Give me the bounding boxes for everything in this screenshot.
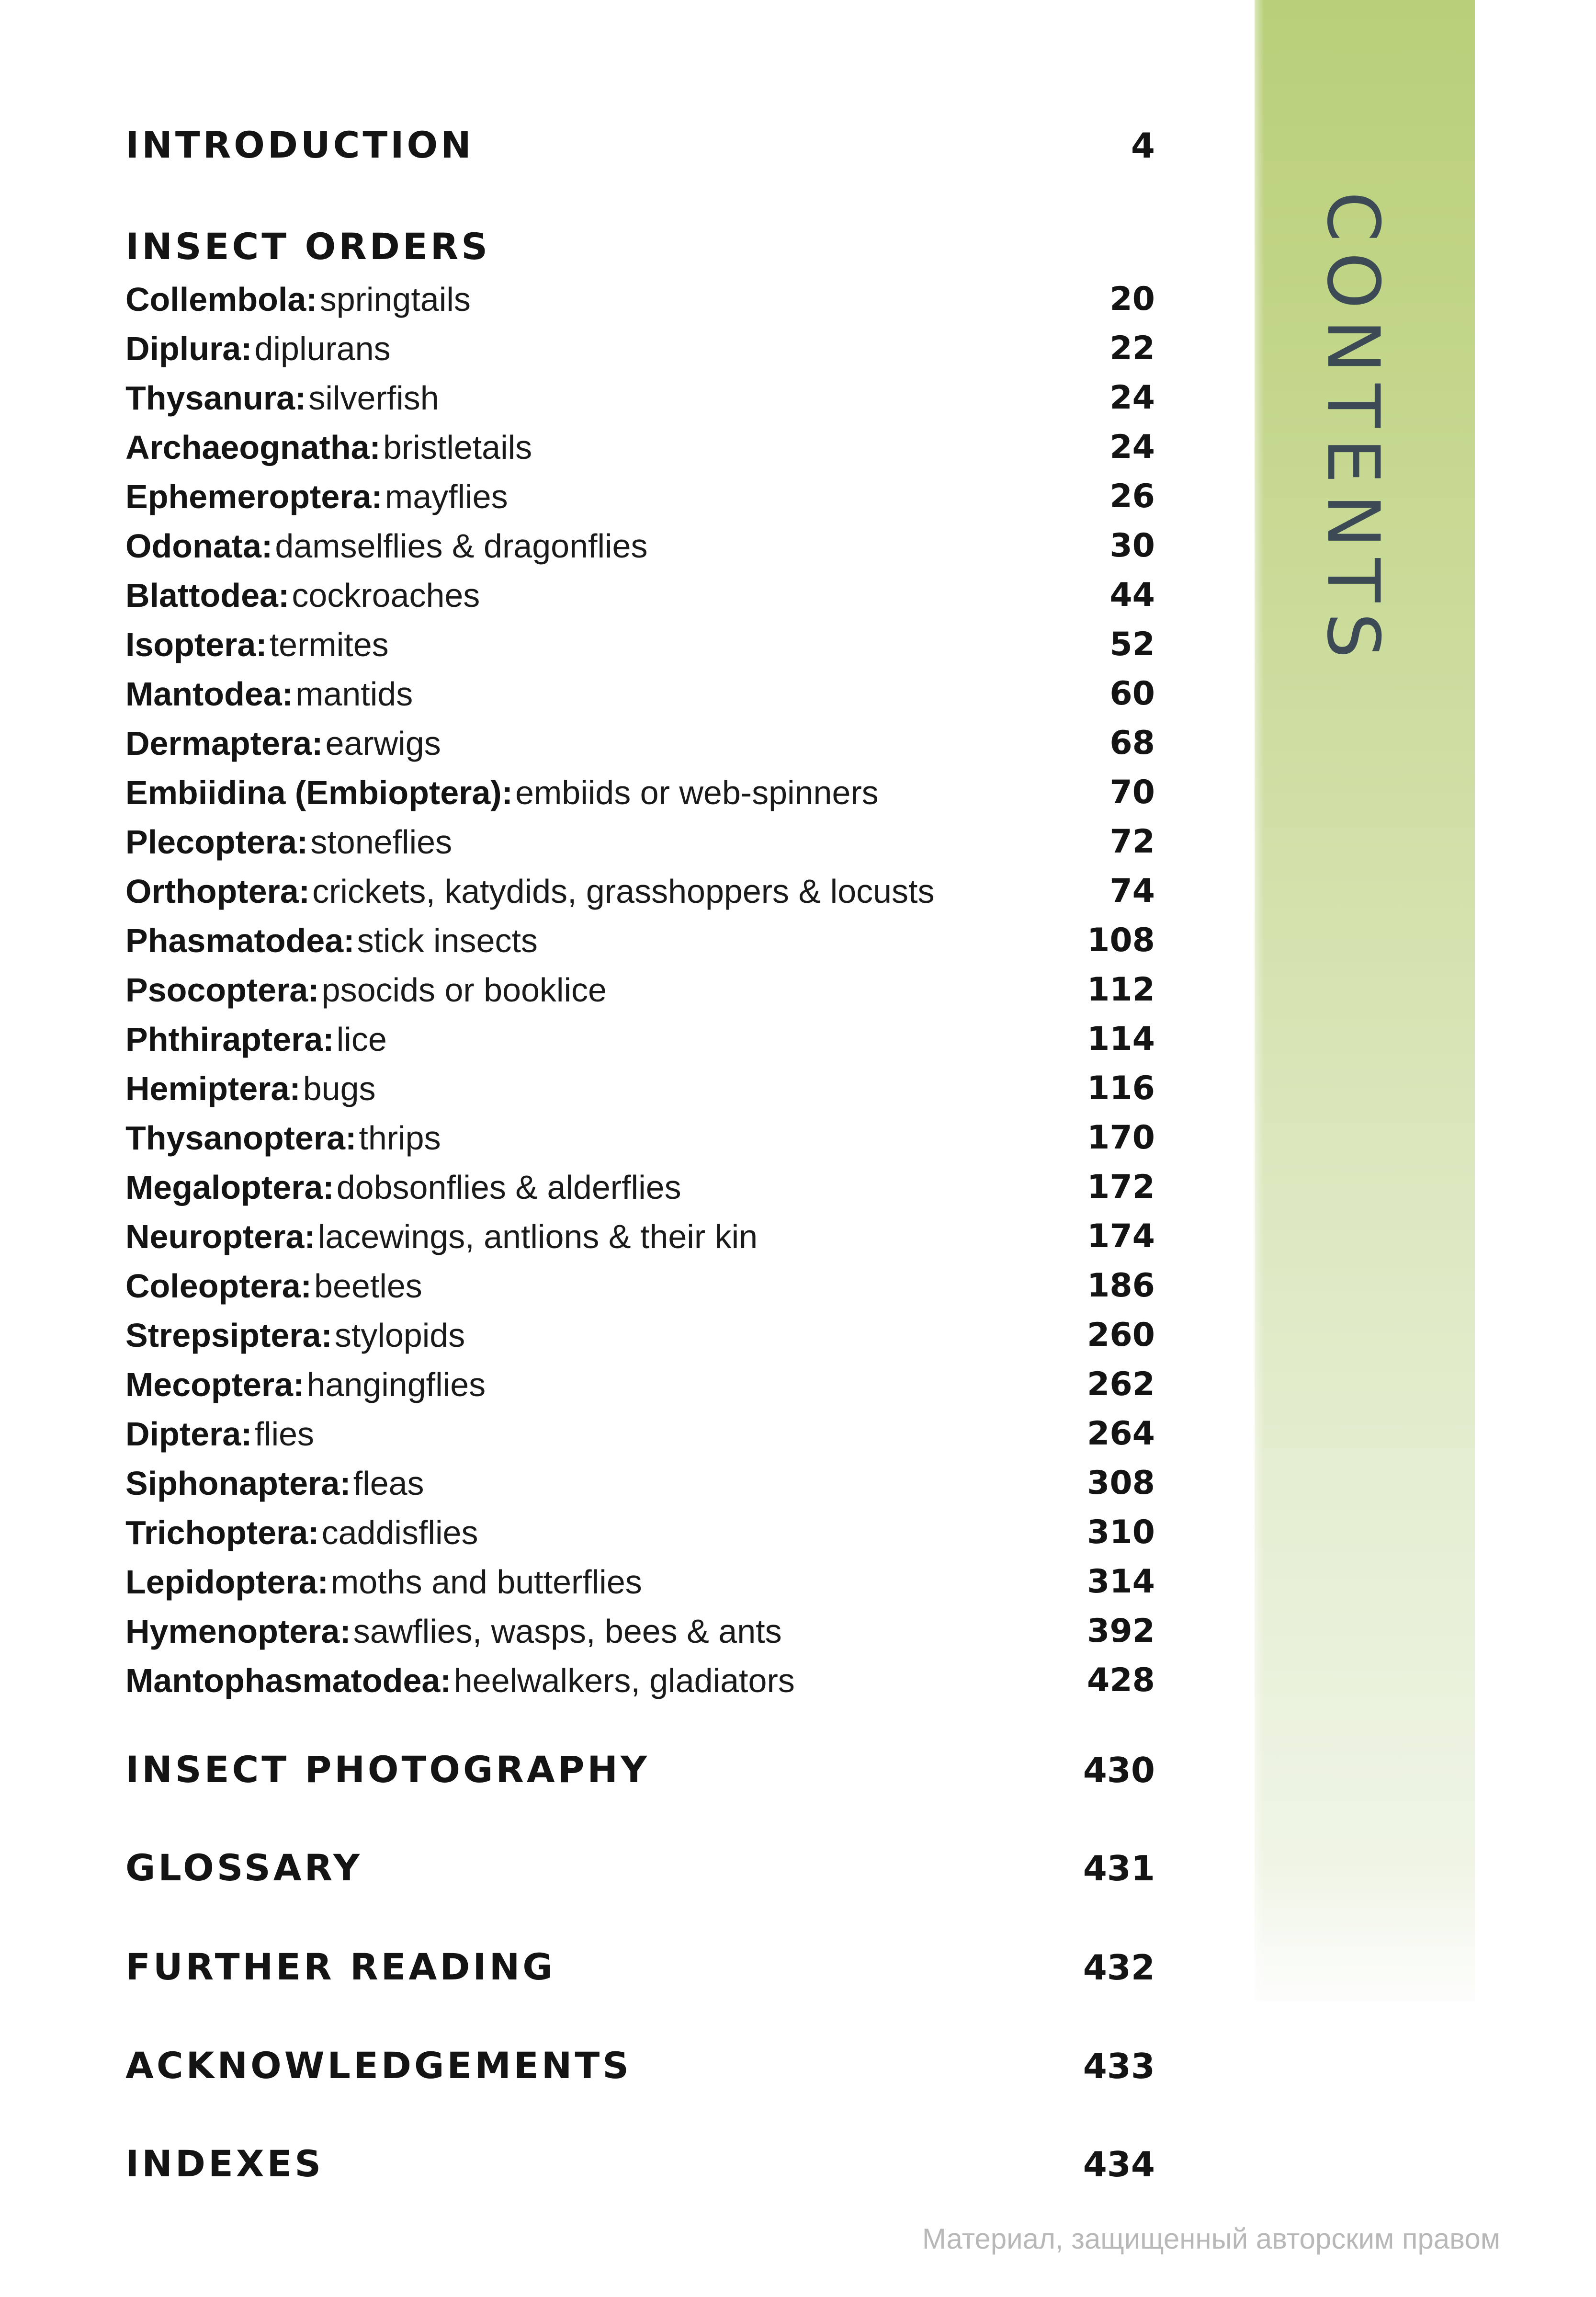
- copyright-watermark: Материал, защищенный авторским правом: [922, 2223, 1500, 2255]
- order-common-name: heelwalkers, gladiators: [453, 1662, 795, 1699]
- order-scientific-name: Psocoptera:: [125, 971, 319, 1009]
- order-page-number: 260: [1087, 1316, 1155, 1354]
- order-page-number: 72: [1109, 823, 1155, 861]
- order-page-number: 264: [1087, 1415, 1155, 1453]
- toc-order-row[interactable]: [125, 823, 1155, 872]
- order-scientific-name: Coleoptera:: [125, 1267, 312, 1305]
- order-scientific-name: Collembola:: [125, 281, 317, 318]
- order-scientific-name: Thysanoptera:: [125, 1119, 357, 1157]
- toc-heading-insect-photography[interactable]: INSECT PHOTOGRAPHY: [125, 1748, 650, 1791]
- order-page-number: 24: [1109, 428, 1155, 466]
- order-scientific-name: Odonata:: [125, 527, 273, 565]
- toc-order-row[interactable]: [125, 1217, 1155, 1267]
- order-page-number: 44: [1109, 576, 1155, 614]
- order-scientific-name: Neuroptera:: [125, 1218, 316, 1255]
- order-common-name: damselflies & dragonflies: [275, 527, 648, 565]
- toc-order-row[interactable]: [125, 1069, 1155, 1119]
- toc-page-insect-photography: 430: [1083, 1750, 1155, 1790]
- order-page-number: 70: [1109, 773, 1155, 811]
- toc-page-acknowledgements: 433: [1083, 2046, 1155, 2086]
- toc-order-row[interactable]: [125, 1316, 1155, 1365]
- order-scientific-name: Dermaptera:: [125, 725, 323, 762]
- toc-order-row[interactable]: [125, 675, 1155, 724]
- toc-order-row[interactable]: [125, 921, 1155, 971]
- order-common-name: diplurans: [254, 330, 391, 367]
- order-common-name: moths and butterflies: [331, 1563, 642, 1601]
- toc-order-row[interactable]: [125, 576, 1155, 625]
- order-page-number: 116: [1087, 1069, 1155, 1107]
- order-scientific-name: Siphonaptera:: [125, 1465, 351, 1502]
- toc-order-row[interactable]: [125, 1020, 1155, 1069]
- toc-heading-indexes[interactable]: INDEXES: [125, 2142, 324, 2185]
- order-page-number: 108: [1087, 921, 1155, 959]
- order-common-name: flies: [254, 1415, 315, 1453]
- toc-order-row[interactable]: [125, 330, 1155, 379]
- order-scientific-name: Mecoptera:: [125, 1366, 305, 1403]
- order-scientific-name: Blattodea:: [125, 577, 290, 614]
- toc-order-row[interactable]: [125, 527, 1155, 576]
- toc-order-row[interactable]: [125, 971, 1155, 1020]
- order-common-name: stoneflies: [310, 823, 453, 861]
- order-scientific-name: Plecoptera:: [125, 823, 308, 861]
- order-page-number: 172: [1087, 1168, 1155, 1206]
- order-scientific-name: Megaloptera:: [125, 1169, 334, 1206]
- toc-heading-further-reading[interactable]: FURTHER READING: [125, 1945, 555, 1988]
- order-common-name: stylopids: [334, 1317, 465, 1354]
- toc-page-glossary: 431: [1083, 1848, 1155, 1888]
- toc-heading-acknowledgements[interactable]: ACKNOWLEDGEMENTS: [125, 2044, 632, 2087]
- toc-heading-introduction[interactable]: INTRODUCTION: [125, 124, 474, 166]
- insect-orders-list: [125, 280, 1155, 1711]
- toc-page-further-reading: 432: [1083, 1947, 1155, 1988]
- toc-order-row[interactable]: [125, 1168, 1155, 1217]
- order-common-name: bristletails: [383, 429, 532, 466]
- order-common-name: sawflies, wasps, bees & ants: [353, 1613, 782, 1650]
- order-page-number: 26: [1109, 478, 1155, 515]
- order-common-name: beetles: [314, 1267, 422, 1305]
- toc-order-row[interactable]: [125, 1612, 1155, 1661]
- order-page-number: 22: [1109, 330, 1155, 367]
- toc-order-row[interactable]: [125, 625, 1155, 675]
- side-band-fade: [1255, 1868, 1475, 2012]
- toc-page-indexes: 434: [1083, 2144, 1155, 2184]
- order-page-number: 174: [1087, 1217, 1155, 1255]
- order-page-number: 52: [1109, 625, 1155, 663]
- order-scientific-name: Archaeognatha:: [125, 429, 381, 466]
- order-scientific-name: Orthoptera:: [125, 873, 310, 910]
- order-common-name: mayflies: [385, 478, 508, 515]
- order-common-name: thrips: [359, 1119, 441, 1157]
- order-scientific-name: Hymenoptera:: [125, 1613, 351, 1650]
- order-common-name: termites: [269, 626, 389, 663]
- order-scientific-name: Ephemeroptera:: [125, 478, 383, 515]
- side-band-edge: [1245, 0, 1264, 2002]
- order-page-number: 310: [1087, 1513, 1155, 1551]
- order-page-number: 112: [1087, 971, 1155, 1009]
- order-common-name: stick insects: [357, 922, 538, 959]
- toc-heading-glossary[interactable]: GLOSSARY: [125, 1846, 362, 1889]
- order-common-name: silverfish: [308, 379, 439, 417]
- order-common-name: lacewings, antlions & their kin: [317, 1218, 758, 1255]
- order-page-number: 74: [1109, 872, 1155, 910]
- order-scientific-name: Isoptera:: [125, 626, 267, 663]
- order-page-number: 308: [1087, 1464, 1155, 1502]
- order-scientific-name: Phasmatodea:: [125, 922, 355, 959]
- order-common-name: springtails: [319, 281, 471, 318]
- order-common-name: crickets, katydids, grasshoppers & locusts: [312, 873, 935, 910]
- order-common-name: lice: [336, 1021, 387, 1058]
- order-scientific-name: Mantodea:: [125, 675, 293, 713]
- order-common-name: hangingflies: [306, 1366, 486, 1403]
- order-common-name: cockroaches: [292, 577, 480, 614]
- order-page-number: 262: [1087, 1365, 1155, 1403]
- toc-order-row[interactable]: [125, 280, 1155, 330]
- order-common-name: embiids or web-spinners: [515, 774, 879, 811]
- order-scientific-name: Hemiptera:: [125, 1070, 301, 1107]
- order-common-name: mantids: [295, 675, 413, 713]
- order-scientific-name: Trichoptera:: [125, 1514, 319, 1551]
- order-common-name: bugs: [303, 1070, 376, 1107]
- order-scientific-name: Phthiraptera:: [125, 1021, 334, 1058]
- toc-order-row[interactable]: [125, 1415, 1155, 1464]
- toc-order-row[interactable]: [125, 1513, 1155, 1563]
- order-page-number: 60: [1109, 675, 1155, 713]
- order-page-number: 392: [1087, 1612, 1155, 1650]
- order-scientific-name: Embiidina (Embioptera):: [125, 774, 513, 811]
- toc-order-row[interactable]: [125, 1563, 1155, 1612]
- order-page-number: 30: [1109, 527, 1155, 565]
- order-scientific-name: Lepidoptera:: [125, 1563, 328, 1601]
- toc-order-row[interactable]: [125, 872, 1155, 921]
- order-common-name: caddisflies: [321, 1514, 478, 1551]
- toc-order-row[interactable]: [125, 379, 1155, 428]
- order-page-number: 24: [1109, 379, 1155, 417]
- order-scientific-name: Strepsiptera:: [125, 1317, 332, 1354]
- order-page-number: 314: [1087, 1563, 1155, 1601]
- order-scientific-name: Mantophasmatodea:: [125, 1662, 452, 1699]
- toc-order-row[interactable]: [125, 1661, 1155, 1711]
- contents-title: CONTENTS: [1311, 192, 1394, 669]
- order-common-name: dobsonflies & alderflies: [336, 1169, 681, 1206]
- toc-heading-insect-orders[interactable]: INSECT ORDERS: [125, 225, 490, 268]
- toc-order-row[interactable]: [125, 1119, 1155, 1168]
- toc-order-row[interactable]: [125, 1365, 1155, 1415]
- order-page-number: 114: [1087, 1020, 1155, 1058]
- order-scientific-name: Diplura:: [125, 330, 252, 367]
- toc-order-row[interactable]: [125, 724, 1155, 773]
- toc-order-row[interactable]: [125, 1464, 1155, 1513]
- toc-order-row[interactable]: [125, 478, 1155, 527]
- order-page-number: 68: [1109, 724, 1155, 762]
- order-common-name: psocids or booklice: [321, 971, 607, 1009]
- order-common-name: fleas: [353, 1465, 424, 1502]
- order-page-number: 170: [1087, 1119, 1155, 1157]
- toc-order-row[interactable]: [125, 428, 1155, 478]
- toc-page-introduction: 4: [1131, 125, 1155, 166]
- order-scientific-name: Diptera:: [125, 1415, 252, 1453]
- toc-order-row[interactable]: [125, 773, 1155, 823]
- order-page-number: 20: [1109, 280, 1155, 318]
- order-page-number: 428: [1087, 1661, 1155, 1699]
- order-common-name: earwigs: [325, 725, 441, 762]
- toc-order-row[interactable]: [125, 1267, 1155, 1316]
- order-scientific-name: Thysanura:: [125, 379, 306, 417]
- order-page-number: 186: [1087, 1267, 1155, 1305]
